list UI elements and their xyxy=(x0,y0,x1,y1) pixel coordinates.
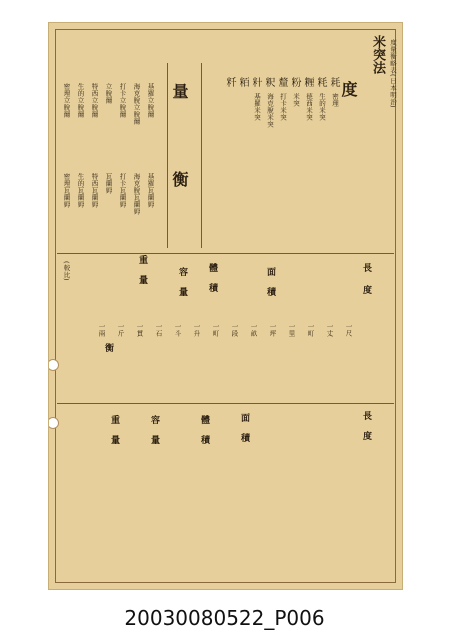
top-right-units-item: 米突 xyxy=(292,93,300,107)
bottom-heading: 面 xyxy=(239,413,249,422)
liang-col-item: 立脫爾 xyxy=(104,83,113,104)
middle-heading: 面 xyxy=(265,267,275,276)
heading-liang: 量 xyxy=(170,83,189,99)
middle-heading: 長 xyxy=(361,263,371,272)
top-column-divider xyxy=(167,63,168,248)
top-left-units-item: 籵 xyxy=(250,77,261,88)
heng-col-item: 特西瓦蘭姆 xyxy=(90,173,99,208)
top-left-units-item: 粍 xyxy=(315,77,326,88)
middle-value: 一斤 xyxy=(116,323,125,337)
top-right-units-item: 打卡米突 xyxy=(279,93,287,121)
top-column-divider-2 xyxy=(201,63,202,248)
bottom-heading: 容 xyxy=(149,415,159,424)
middle-value: 一里 xyxy=(287,323,296,337)
bottom-heading: 重 xyxy=(109,415,119,424)
middle-value: 一升 xyxy=(192,323,201,337)
middle-value: 一丈 xyxy=(325,323,334,337)
heng-col-item: 海克脫瓦蘭姆 xyxy=(132,173,141,215)
bottom-heading: 積 xyxy=(239,433,249,442)
liang-col-item: 特西立脫爾 xyxy=(90,83,99,118)
middle-heading: 容 xyxy=(177,267,187,276)
heng-col-item: 生的瓦蘭姆 xyxy=(76,173,85,208)
section-note: 度量衡略表(日本明治) xyxy=(389,39,397,109)
image-caption: 20030080522_P006 xyxy=(124,606,325,630)
middle-heading: 重 xyxy=(137,255,147,264)
top-right-units-item: 基羅米突 xyxy=(253,93,261,121)
liang-col-item: 密理立脫爾 xyxy=(62,83,71,118)
comparison-label: (較比) xyxy=(62,261,71,282)
middle-heading: 衡 xyxy=(103,343,113,352)
middle-heading: 量 xyxy=(137,275,147,284)
top-left-units-item: 粉 xyxy=(289,77,300,88)
heng-col-item: 基羅瓦蘭姆 xyxy=(146,173,155,208)
middle-value: 一尺 xyxy=(344,323,353,337)
heng-col-item: 密理瓦蘭姆 xyxy=(62,173,71,208)
document-page xyxy=(48,22,403,590)
liang-col-item: 基羅立脫爾 xyxy=(146,83,155,118)
divider-top xyxy=(57,253,394,254)
bottom-heading: 量 xyxy=(109,435,119,444)
top-left-units-item: 耗 xyxy=(328,77,339,88)
page-frame xyxy=(55,29,396,583)
middle-value: 一貫 xyxy=(135,323,144,337)
section-title: 米突法 xyxy=(370,35,385,74)
top-right-units-item: 密理 xyxy=(331,93,339,107)
middle-value: 一兩 xyxy=(97,323,106,337)
heading-heng: 衡 xyxy=(170,171,189,187)
middle-value: 一斗 xyxy=(173,323,182,337)
middle-value: 一畝 xyxy=(249,323,258,337)
bottom-heading: 長 xyxy=(361,411,371,420)
top-right-units-item: 海克脫米突 xyxy=(266,93,274,128)
middle-heading: 積 xyxy=(265,287,275,296)
bottom-heading: 體 xyxy=(199,415,209,424)
top-right-units-item: 生的米突 xyxy=(318,93,326,121)
top-left-units-item: 粎 xyxy=(263,77,274,88)
middle-heading: 度 xyxy=(361,285,371,294)
middle-value: 一坪 xyxy=(268,323,277,337)
heng-col-item: 打卡瓦蘭姆 xyxy=(118,173,127,208)
bottom-heading: 量 xyxy=(149,435,159,444)
middle-value: 一町 xyxy=(306,323,315,337)
middle-heading: 積 xyxy=(207,283,217,292)
middle-value: 一石 xyxy=(154,323,163,337)
middle-value: 一町 xyxy=(211,323,220,337)
liang-col-item: 打卡立脫爾 xyxy=(118,83,127,118)
middle-value: 一段 xyxy=(230,323,239,337)
divider-middle xyxy=(57,403,394,404)
liang-col-item: 海克脫立脫爾 xyxy=(132,83,141,125)
top-left-units-item: 粁 xyxy=(224,77,235,88)
heading-du: 度 xyxy=(339,81,358,97)
top-left-units-item: 粨 xyxy=(237,77,248,88)
top-right-units-item: 德西米突 xyxy=(305,93,313,121)
bottom-heading: 積 xyxy=(199,435,209,444)
middle-heading: 量 xyxy=(177,287,187,296)
liang-col-item: 生的立脫爾 xyxy=(76,83,85,118)
top-left-units-item: 糎 xyxy=(302,77,313,88)
heng-col-item: 瓦蘭姆 xyxy=(104,173,113,194)
middle-heading: 體 xyxy=(207,263,217,272)
top-left-units-item: 釐 xyxy=(276,77,287,88)
bottom-heading: 度 xyxy=(361,431,371,440)
